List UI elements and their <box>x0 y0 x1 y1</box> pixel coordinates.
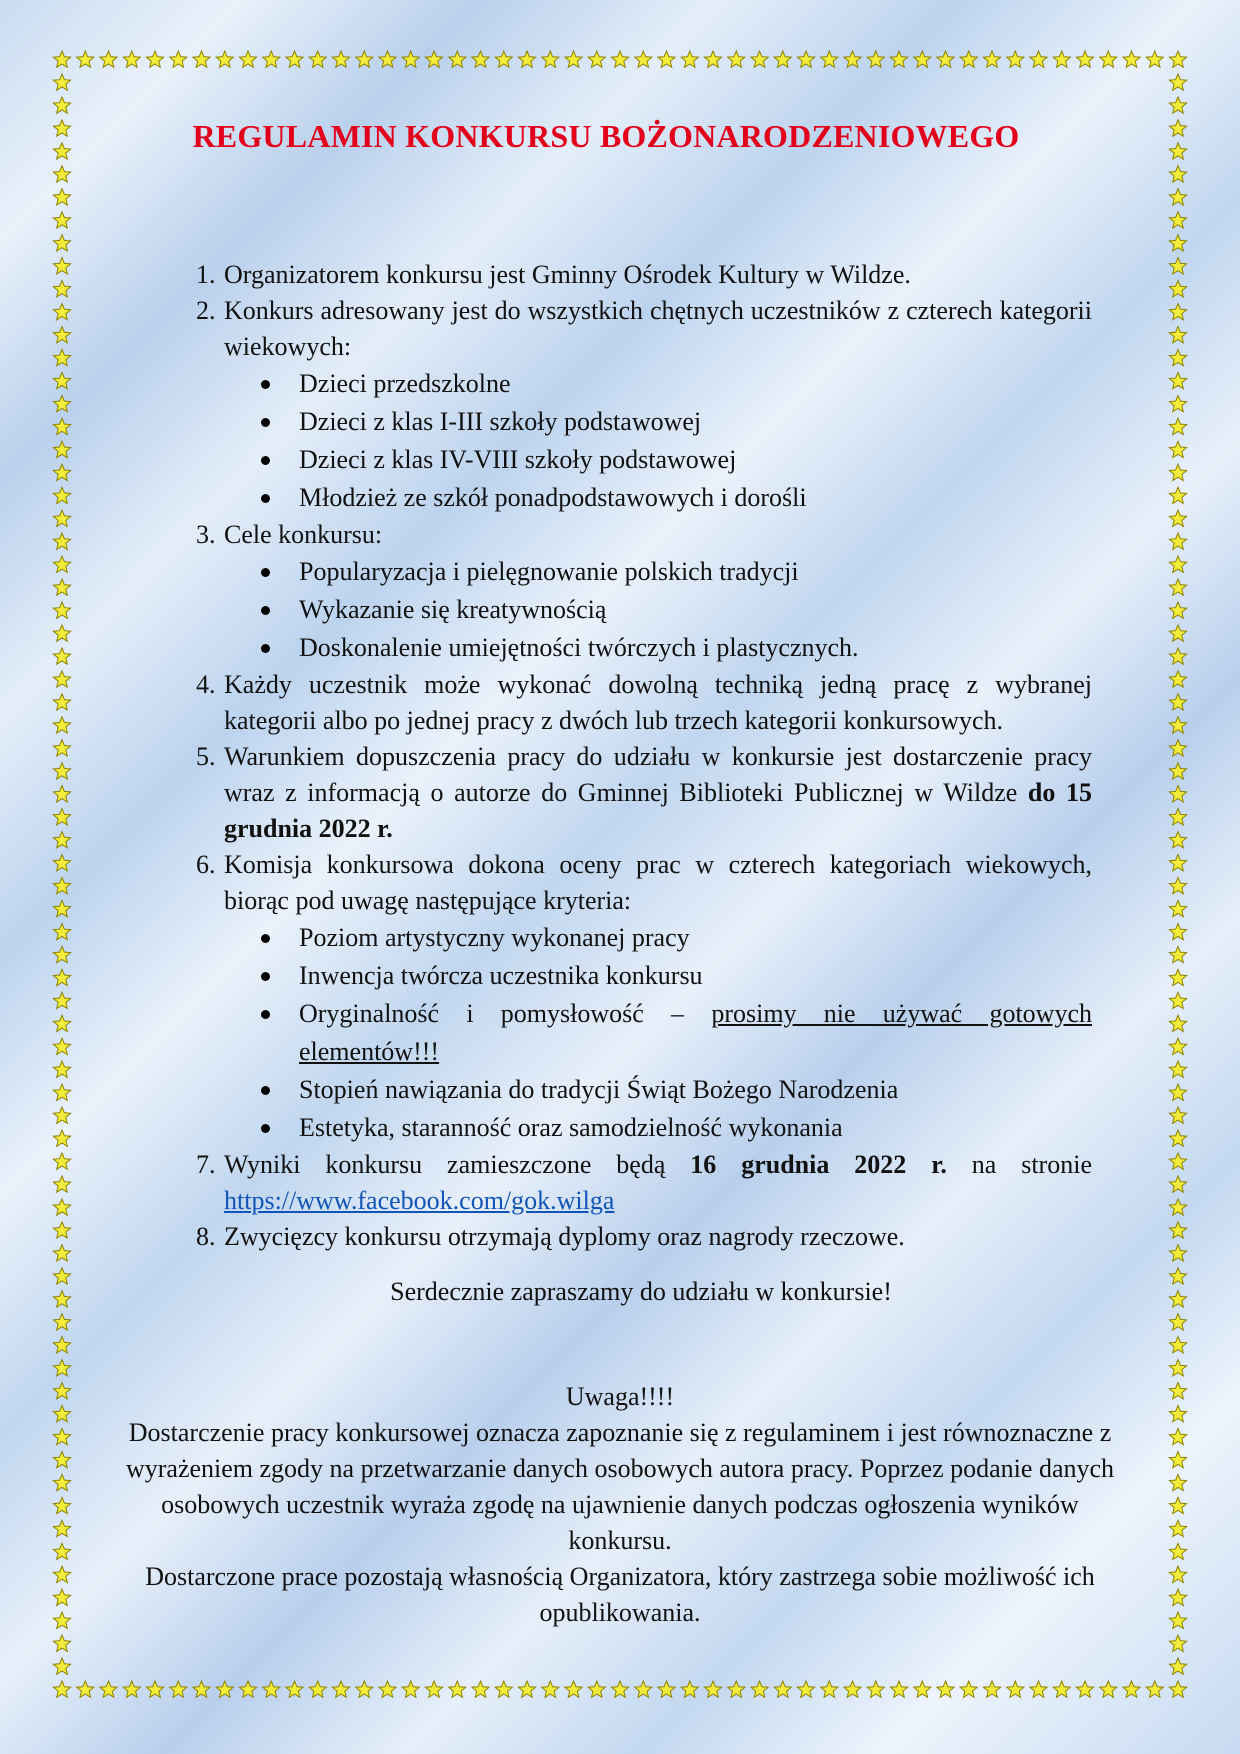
star-icon <box>1169 372 1186 388</box>
list-item: Doskonalenie umiejętności twórczych i plastycznych. <box>299 629 1092 667</box>
star-icon <box>53 717 70 733</box>
star-icon <box>263 51 280 67</box>
star-icon <box>1169 1383 1186 1399</box>
star-icon <box>53 1635 70 1651</box>
star-icon <box>53 441 70 457</box>
star-icon <box>1169 946 1186 962</box>
goals-list <box>224 553 1092 667</box>
star-icon <box>1169 1589 1186 1605</box>
star-icon <box>774 1681 791 1697</box>
rule-item-7: 7. Wyniki konkursu zamieszczone będą 16 grudnia 2022 r. na stronie https://www.facebook.com/gok.wilga <box>222 1147 1092 1219</box>
star-icon <box>53 1520 70 1536</box>
rule-item-8: 8. Zwycięzcy konkursu otrzymają dyplomy oraz nagrody rzeczowe. <box>222 1219 1092 1255</box>
star-icon <box>286 1681 303 1697</box>
star-icon <box>937 1681 954 1697</box>
star-icon <box>1169 1176 1186 1192</box>
star-icon <box>146 51 163 67</box>
star-icon <box>53 510 70 526</box>
star-icon <box>1169 1451 1186 1467</box>
star-icon <box>1169 1543 1186 1559</box>
star-icon <box>658 51 675 67</box>
star-icon <box>53 1176 70 1192</box>
star-icon <box>1169 1658 1186 1674</box>
star-icon <box>1169 395 1186 411</box>
star-icon <box>1169 1429 1186 1445</box>
star-icon <box>1169 1222 1186 1238</box>
star-icon <box>588 51 605 67</box>
document-content <box>125 110 1115 1631</box>
star-icon <box>53 969 70 985</box>
star-icon <box>704 1681 721 1697</box>
star-icon <box>1169 900 1186 916</box>
star-icon <box>53 1658 70 1674</box>
notice-paragraph-consent: Dostarczenie pracy konkursowej oznacza zapoznanie się z regulaminem i jest równoznaczne z wyrażeniem zgody na przetwarzanie danych osobowych autora pracy. Poprzez podanie danych osobowych uczestnik wyraża zgodę na ujawnienie danych podczas ogłoszenia wyników konkursu. <box>125 1418 1115 1555</box>
star-icon <box>1169 763 1186 779</box>
star-icon <box>53 258 70 274</box>
star-icon <box>1169 487 1186 503</box>
star-icon <box>53 1681 70 1697</box>
star-icon <box>53 1612 70 1628</box>
star-icon <box>170 51 187 67</box>
star-icon <box>1169 1681 1186 1697</box>
star-icon <box>53 579 70 595</box>
star-icon <box>611 51 628 67</box>
star-icon <box>53 1245 70 1261</box>
star-icon <box>1169 1268 1186 1284</box>
star-icon <box>1169 1520 1186 1536</box>
star-icon <box>53 1360 70 1376</box>
star-icon <box>123 1681 140 1697</box>
star-icon <box>821 1681 838 1697</box>
star-icon <box>53 418 70 434</box>
star-icon <box>658 1681 675 1697</box>
star-icon <box>1169 281 1186 297</box>
star-icon <box>1100 51 1117 67</box>
star-icon <box>1169 786 1186 802</box>
star-icon <box>983 51 1000 67</box>
star-icon <box>53 992 70 1008</box>
star-icon <box>1146 1681 1163 1697</box>
star-icon <box>890 51 907 67</box>
star-icon <box>1169 1314 1186 1330</box>
notice-section <box>120 1379 1120 1631</box>
star-icon <box>53 1153 70 1169</box>
star-icon <box>53 671 70 687</box>
star-icon <box>193 1681 210 1697</box>
star-icon <box>542 51 559 67</box>
list-item: Stopień nawiązania do tradycji Świąt Bożego Narodzenia <box>299 1071 1092 1109</box>
star-icon <box>53 602 70 618</box>
star-icon <box>425 51 442 67</box>
star-icon <box>1169 625 1186 641</box>
star-icon <box>1169 1406 1186 1422</box>
star-icon <box>53 235 70 251</box>
star-icon <box>1007 51 1024 67</box>
star-icon <box>518 51 535 67</box>
star-icon <box>1169 304 1186 320</box>
star-icon <box>867 1681 884 1697</box>
star-icon <box>100 1681 117 1697</box>
star-icon <box>751 1681 768 1697</box>
star-icon <box>1169 579 1186 595</box>
star-icon <box>635 51 652 67</box>
star-icon <box>356 51 373 67</box>
star-icon <box>1030 51 1047 67</box>
star-icon <box>53 1130 70 1146</box>
deadline-date: do 15 grudnia 2022 r. <box>224 778 1092 843</box>
star-icon <box>53 1107 70 1123</box>
star-icon <box>728 51 745 67</box>
rule-item-2: 2. Konkurs adresowany jest do wszystkich chętnych uczestników z czterech kategorii wiekowych: Dzieci przedszkolne Dzieci z klas I-III szkoły podstawowej Dzieci z klas IV-VIII szkoły podstawowej Młodzież ze szkół ponadpodstawowych i dorośli <box>222 293 1092 517</box>
star-icon <box>1169 1566 1186 1582</box>
star-icon <box>1123 51 1140 67</box>
star-icon <box>53 212 70 228</box>
star-icon <box>263 1681 280 1697</box>
star-icon <box>1100 1681 1117 1697</box>
star-icon <box>1169 1107 1186 1123</box>
star-icon <box>914 51 931 67</box>
star-icon <box>1169 969 1186 985</box>
star-icon <box>53 740 70 756</box>
star-icon <box>1053 51 1070 67</box>
star-icon <box>867 51 884 67</box>
star-icon <box>379 51 396 67</box>
star-icon <box>797 51 814 67</box>
star-icon <box>449 51 466 67</box>
star-icon <box>77 1681 94 1697</box>
star-icon <box>53 327 70 343</box>
star-icon <box>402 1681 419 1697</box>
list-item: Dzieci z klas I-III szkoły podstawowej <box>299 403 1092 441</box>
star-icon <box>1169 740 1186 756</box>
star-icon <box>565 1681 582 1697</box>
star-icon <box>53 1015 70 1031</box>
star-icon <box>53 923 70 939</box>
star-icon <box>1169 648 1186 664</box>
criteria-list <box>224 919 1092 1147</box>
star-icon <box>53 1337 70 1353</box>
rule-item-1: 1. Organizatorem konkursu jest Gminny Ośrodek Kultury w Wildze. <box>222 257 1092 293</box>
star-icon <box>53 1222 70 1238</box>
star-icon <box>1169 1199 1186 1215</box>
star-icon <box>1169 166 1186 182</box>
star-icon <box>53 1199 70 1215</box>
star-icon <box>1169 671 1186 687</box>
star-icon <box>193 51 210 67</box>
star-icon <box>1169 120 1186 136</box>
star-icon <box>53 487 70 503</box>
star-icon <box>1169 1360 1186 1376</box>
star-icon <box>1169 1130 1186 1146</box>
star-icon <box>1169 533 1186 549</box>
star-icon <box>1169 923 1186 939</box>
star-icon <box>53 1543 70 1559</box>
star-icon <box>53 1268 70 1284</box>
star-icon <box>356 1681 373 1697</box>
star-icon <box>53 350 70 366</box>
star-icon <box>286 51 303 67</box>
star-icon <box>123 51 140 67</box>
star-icon <box>1169 235 1186 251</box>
star-icon <box>425 1681 442 1697</box>
star-icon <box>53 1566 70 1582</box>
notice-paragraph-ownership: Dostarczone prace pozostają własnością Organizatora, który zastrzega sobie możliwość ich opublikowania. <box>145 1562 1095 1627</box>
star-icon <box>53 1383 70 1399</box>
star-icon <box>53 1291 70 1307</box>
star-icon <box>1169 464 1186 480</box>
star-icon <box>53 189 70 205</box>
star-icon <box>53 878 70 894</box>
star-icon <box>53 372 70 388</box>
star-icon <box>1169 441 1186 457</box>
invitation-text: Serdecznie zapraszamy do udziału w konkursie! <box>390 1277 892 1306</box>
star-icon <box>53 464 70 480</box>
star-icon <box>53 648 70 664</box>
star-icon <box>1123 1681 1140 1697</box>
star-icon <box>518 1681 535 1697</box>
star-icon <box>379 1681 396 1697</box>
star-icon <box>611 1681 628 1697</box>
list-item: Estetyka, staranność oraz samodzielność wykonania <box>299 1109 1092 1147</box>
star-icon <box>1169 143 1186 159</box>
results-date: 16 grudnia 2022 r. <box>690 1150 947 1179</box>
star-icon <box>1169 809 1186 825</box>
star-icon <box>1169 74 1186 90</box>
star-icon <box>1169 1038 1186 1054</box>
star-icon <box>146 1681 163 1697</box>
star-icon <box>1053 1681 1070 1697</box>
star-icon <box>53 166 70 182</box>
star-icon <box>588 1681 605 1697</box>
star-icon <box>983 1681 1000 1697</box>
star-icon <box>100 51 117 67</box>
age-categories-list <box>224 365 1092 517</box>
star-icon <box>844 51 861 67</box>
list-item: Poziom artystyczny wykonanej pracy <box>299 919 1092 957</box>
star-icon <box>53 143 70 159</box>
star-icon <box>1169 1015 1186 1031</box>
star-icon <box>1169 510 1186 526</box>
star-icon <box>1169 1612 1186 1628</box>
star-icon <box>239 51 256 67</box>
star-icon <box>728 1681 745 1697</box>
star-icon <box>53 694 70 710</box>
star-icon <box>1169 1245 1186 1261</box>
star-icon <box>1169 1061 1186 1077</box>
star-icon <box>53 946 70 962</box>
star-icon <box>1169 1291 1186 1307</box>
rules-list <box>150 257 1092 1255</box>
star-icon <box>53 1589 70 1605</box>
star-icon <box>53 97 70 113</box>
rule-item-4: 4. Każdy uczestnik może wykonać dowolną techniką jedną pracę z wybranej kategorii albo po jednej pracy z dwóch lub trzech kategorii konkursowych. <box>222 667 1092 739</box>
star-icon <box>309 1681 326 1697</box>
facebook-link[interactable]: https://www.facebook.com/gok.wilga <box>224 1186 615 1215</box>
star-icon <box>1169 878 1186 894</box>
star-icon <box>53 1061 70 1077</box>
notice-heading: Uwaga!!!! <box>565 1382 675 1411</box>
star-icon <box>53 855 70 871</box>
star-icon <box>53 1038 70 1054</box>
star-icon <box>1169 97 1186 113</box>
star-icon <box>1169 189 1186 205</box>
list-item: Oryginalność i pomysłowość – prosimy nie używać gotowych elementów!!! <box>299 995 1092 1071</box>
star-icon <box>53 763 70 779</box>
star-icon <box>53 1474 70 1490</box>
list-item: Młodzież ze szkół ponadpodstawowych i dorośli <box>299 479 1092 517</box>
star-icon <box>53 1429 70 1445</box>
star-icon <box>751 51 768 67</box>
rule-item-5: 5. Warunkiem dopuszczenia pracy do udziału w konkursie jest dostarczenie pracy wraz z informacją o autorze do Gminnej Biblioteki Publicznej w Wildze do 15 grudnia 2022 r. <box>222 739 1092 847</box>
star-icon <box>960 51 977 67</box>
star-icon <box>402 51 419 67</box>
star-icon <box>1076 1681 1093 1697</box>
star-icon <box>1169 1635 1186 1651</box>
star-icon <box>495 51 512 67</box>
star-icon <box>1169 1153 1186 1169</box>
star-icon <box>53 1314 70 1330</box>
star-icon <box>1169 1497 1186 1513</box>
star-icon <box>635 1681 652 1697</box>
list-item: Popularyzacja i pielęgnowanie polskich tradycji <box>299 553 1092 591</box>
star-icon <box>472 1681 489 1697</box>
list-item: Dzieci z klas IV-VIII szkoły podstawowej <box>299 441 1092 479</box>
star-icon <box>53 281 70 297</box>
list-item: Wykazanie się kreatywnością <box>299 591 1092 629</box>
star-icon <box>53 533 70 549</box>
star-icon <box>53 1451 70 1467</box>
star-icon <box>1030 1681 1047 1697</box>
star-icon <box>332 51 349 67</box>
list-item: Dzieci przedszkolne <box>299 365 1092 403</box>
star-icon <box>1169 855 1186 871</box>
star-icon <box>216 51 233 67</box>
star-icon <box>1169 1084 1186 1100</box>
star-icon <box>565 51 582 67</box>
star-icon <box>77 51 94 67</box>
star-icon <box>1169 832 1186 848</box>
page-title: REGULAMIN KONKURSU BOŻONARODZENIOWEGO <box>192 118 1020 154</box>
star-icon <box>53 74 70 90</box>
star-icon <box>681 1681 698 1697</box>
star-icon <box>53 120 70 136</box>
rule-item-6: 6. Komisja konkursowa dokona oceny prac w czterech kategoriach wiekowych, biorąc pod uwagę następujące kryteria: Poziom artystyczny wykonanej pracy Inwencja twórcza uczestnika konkursu Oryginalność i pomysłowość – prosimy nie używać gotowych elementów!!! Stopień nawiązania do tradycji Świąt Bożego Narodzenia Estetyka, staranność oraz samodzielność wykonania <box>222 847 1092 1147</box>
star-icon <box>1169 556 1186 572</box>
star-icon <box>1169 258 1186 274</box>
star-icon <box>1169 992 1186 1008</box>
star-icon <box>1146 51 1163 67</box>
star-icon <box>914 1681 931 1697</box>
star-icon <box>1169 602 1186 618</box>
star-icon <box>1169 694 1186 710</box>
star-icon <box>53 556 70 572</box>
star-icon <box>53 51 70 67</box>
star-icon <box>309 51 326 67</box>
star-icon <box>53 809 70 825</box>
star-icon <box>53 1406 70 1422</box>
star-icon <box>472 51 489 67</box>
star-icon <box>797 1681 814 1697</box>
underlined-warning: prosimy nie używać gotowych elementów!!! <box>299 999 1092 1066</box>
star-icon <box>1169 212 1186 228</box>
star-icon <box>774 51 791 67</box>
star-icon <box>53 900 70 916</box>
star-icon <box>1007 1681 1024 1697</box>
star-icon <box>53 625 70 641</box>
star-icon <box>821 51 838 67</box>
star-icon <box>53 832 70 848</box>
star-icon <box>1169 717 1186 733</box>
star-icon <box>495 1681 512 1697</box>
star-icon <box>1169 51 1186 67</box>
star-icon <box>1169 1337 1186 1353</box>
star-icon <box>332 1681 349 1697</box>
star-icon <box>53 1084 70 1100</box>
star-icon <box>53 395 70 411</box>
star-icon <box>53 304 70 320</box>
star-icon <box>216 1681 233 1697</box>
star-icon <box>681 51 698 67</box>
star-icon <box>704 51 721 67</box>
star-icon <box>1169 350 1186 366</box>
star-icon <box>1169 418 1186 434</box>
rule-item-3: 3. Cele konkursu: Popularyzacja i pielęgnowanie polskich tradycji Wykazanie się kreatywnością Doskonalenie umiejętności twórczych i plastycznych. <box>222 517 1092 667</box>
star-icon <box>542 1681 559 1697</box>
star-icon <box>170 1681 187 1697</box>
star-icon <box>890 1681 907 1697</box>
star-icon <box>239 1681 256 1697</box>
list-item: Inwencja twórcza uczestnika konkursu <box>299 957 1092 995</box>
star-icon <box>449 1681 466 1697</box>
star-icon <box>1076 51 1093 67</box>
star-icon <box>53 1497 70 1513</box>
star-icon <box>937 51 954 67</box>
star-icon <box>844 1681 861 1697</box>
star-icon <box>53 786 70 802</box>
star-icon <box>960 1681 977 1697</box>
star-icon <box>1169 1474 1186 1490</box>
star-icon <box>1169 327 1186 343</box>
